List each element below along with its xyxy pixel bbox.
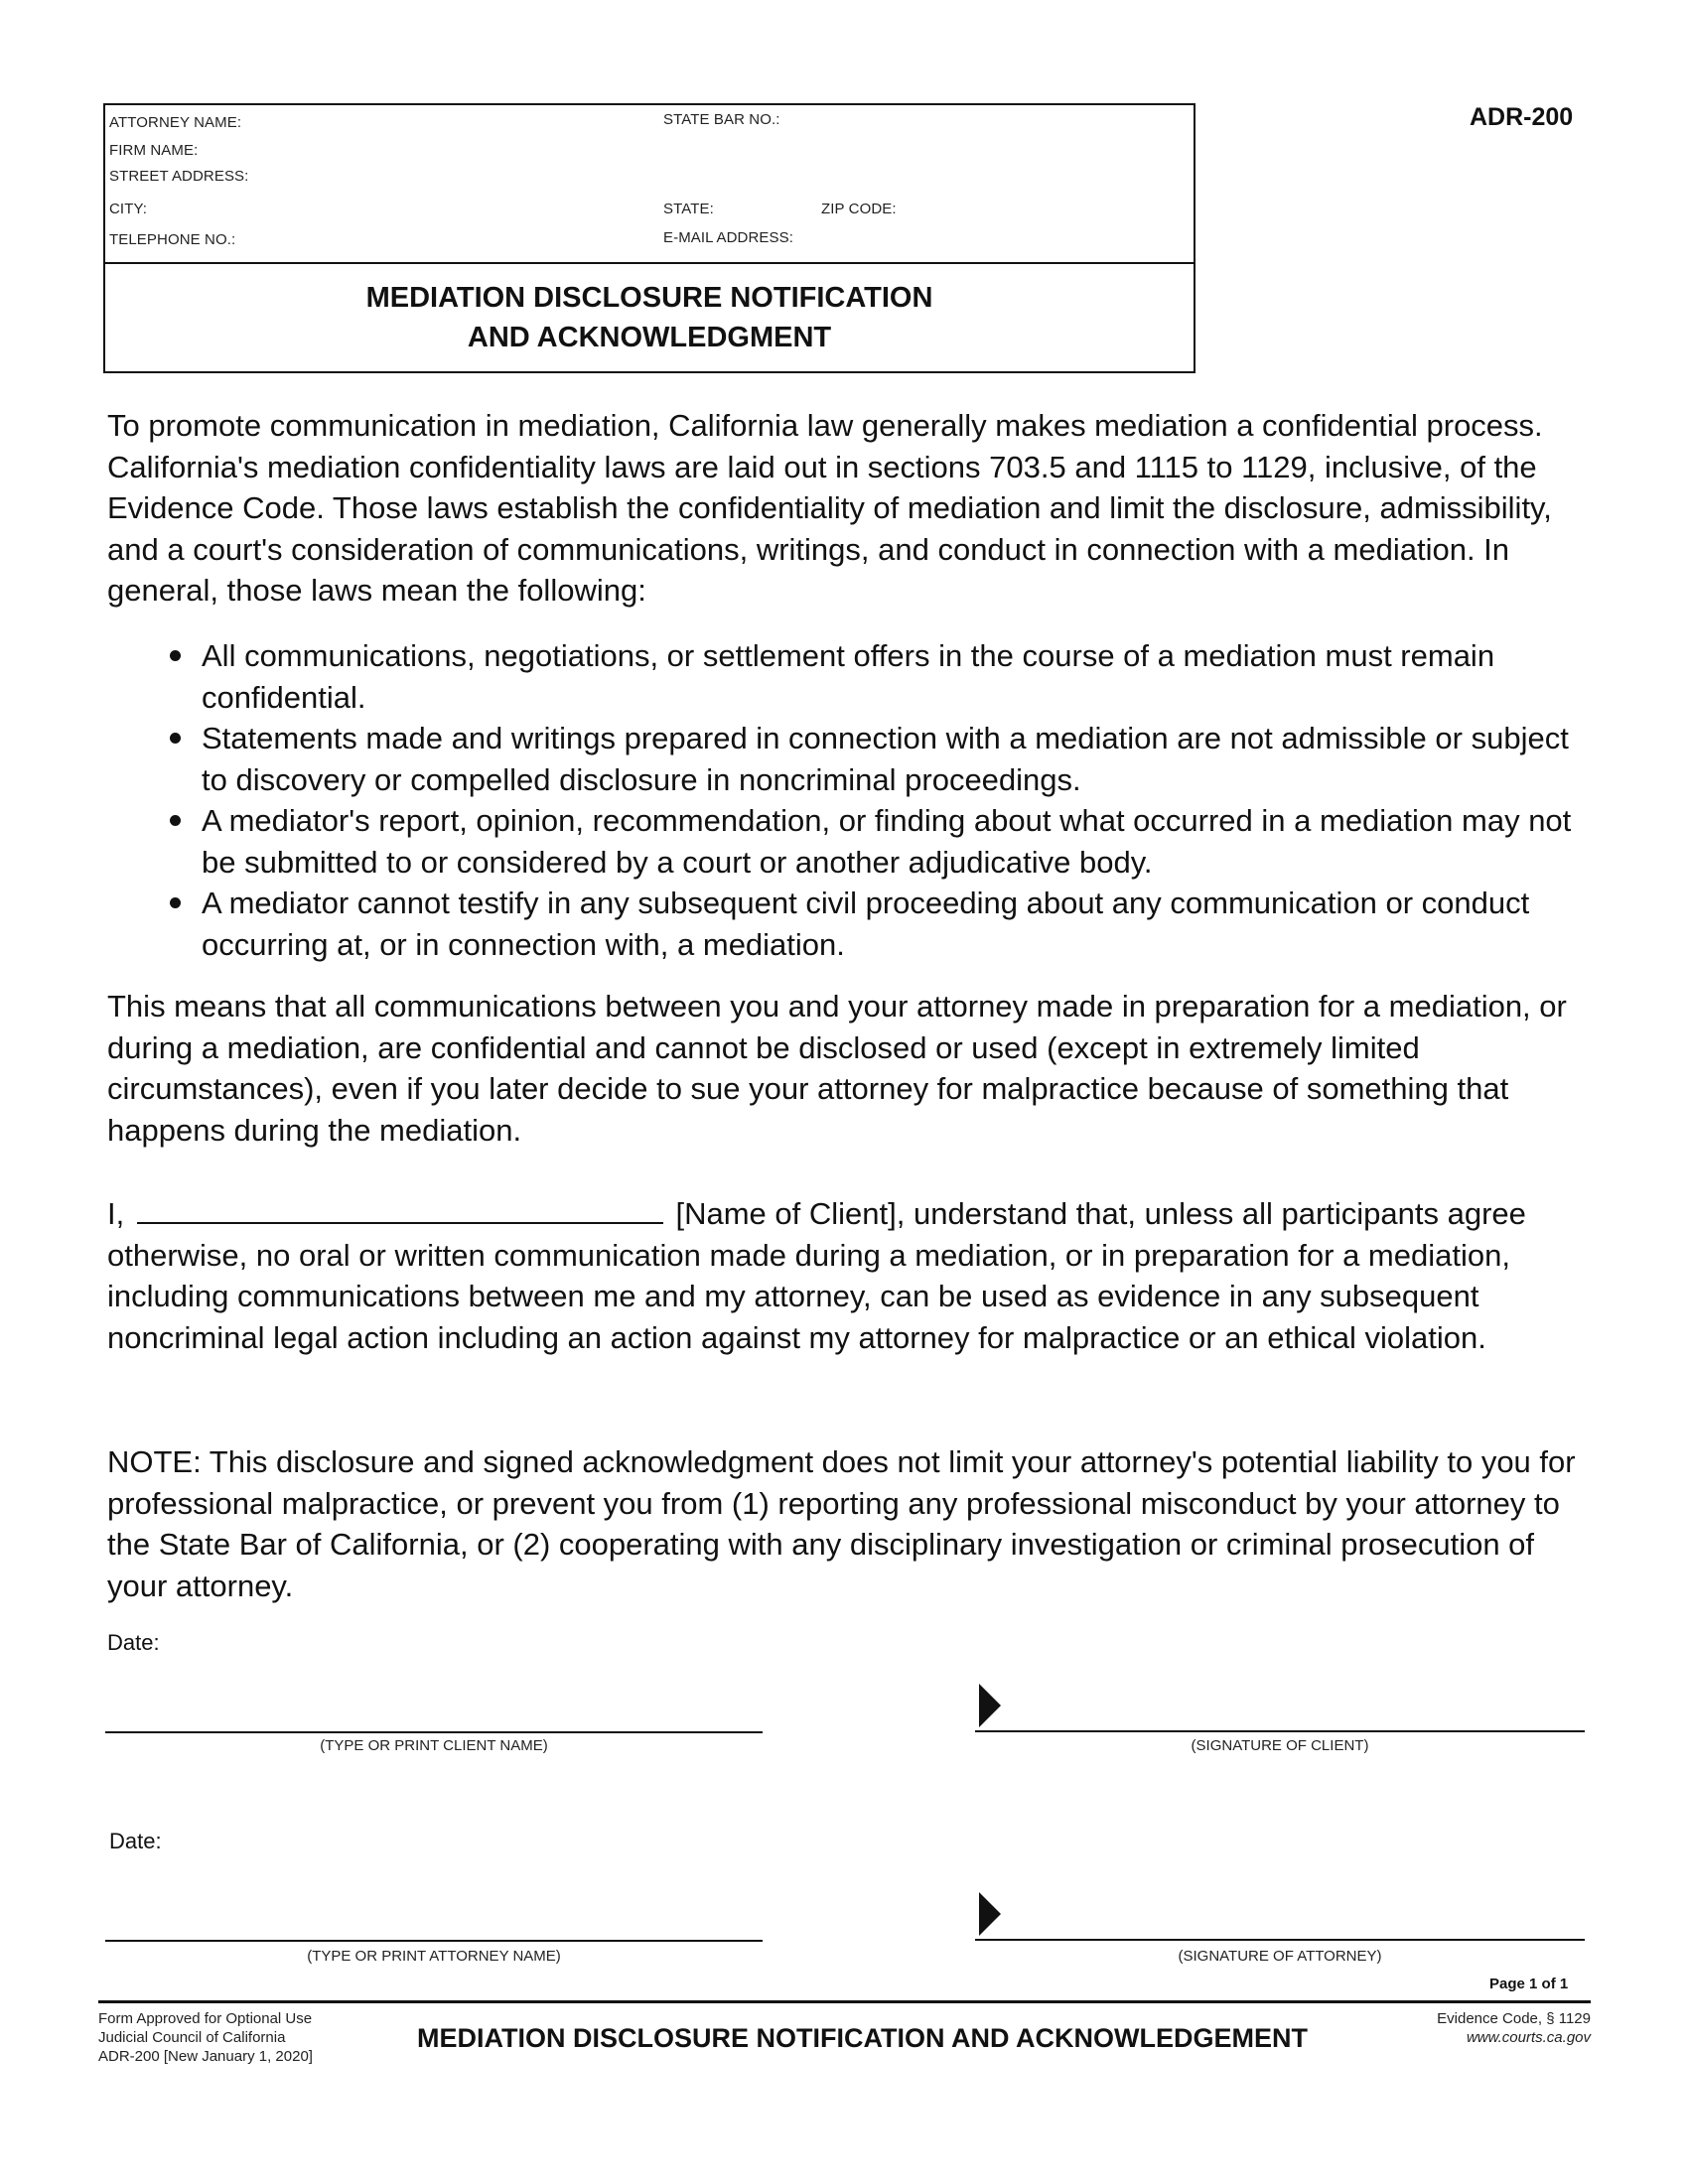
bullet-item: Statements made and writings prepared in connection with a mediation are not admissible or subject to discovery or compelled disclosure in noncriminal proceedings. <box>107 718 1587 800</box>
footer-title: MEDIATION DISCLOSURE NOTIFICATION AND ACKNOWLEDGEMENT <box>417 2023 1308 2053</box>
footer-left-line1: Form Approved for Optional Use <box>98 2010 313 2027</box>
street-address-label: STREET ADDRESS: <box>109 168 249 185</box>
attorney-signature-line[interactable] <box>975 1939 1585 1941</box>
client-date-label: Date: <box>107 1630 160 1655</box>
attorney-date-label: Date: <box>109 1829 162 1853</box>
attorney-name-line[interactable] <box>105 1940 763 1942</box>
ack-prefix: I, <box>107 1196 125 1231</box>
footer-left-line3: ADR-200 [New January 1, 2020] <box>98 2048 313 2065</box>
attorney-name-label: ATTORNEY NAME: <box>109 114 242 131</box>
client-signature-line[interactable] <box>975 1730 1585 1732</box>
state-label: STATE: <box>663 201 714 217</box>
footer-right <box>1291 2009 1591 2047</box>
means-paragraph: This means that all communications between you and your attorney made in preparation for a mediation, or during a mediation, are confidential and cannot be disclosed or used (except in extremely limited circumstances), even if you later decide to sue your attorney for malpractice because of something that happens during the mediation. <box>107 989 1567 1148</box>
header-divider <box>103 262 1196 264</box>
footer-left-line2: Judicial Council of California <box>98 2029 286 2046</box>
form-title-line1: MEDIATION DISCLOSURE NOTIFICATION <box>365 282 933 314</box>
footer-left <box>98 2009 313 2066</box>
form-number: ADR-200 <box>1470 103 1574 131</box>
footer-code-reference: Evidence Code, § 1129 <box>1437 2010 1591 2027</box>
city-label: CITY: <box>109 201 148 217</box>
bullet-icon <box>170 650 181 661</box>
acknowledgment-paragraph <box>107 1193 1587 1358</box>
telephone-label: TELEPHONE NO.: <box>109 231 236 248</box>
bullet-item: A mediator's report, opinion, recommendation, or finding about what occurred in a mediation may not be submitted to or considered by a court or another adjudicative body. <box>107 800 1587 883</box>
attorney-name-caption: (TYPE OR PRINT ATTORNEY NAME) <box>307 1948 561 1965</box>
confidentiality-bullets <box>107 635 1587 965</box>
form-title-line2: AND ACKNOWLEDGMENT <box>467 322 832 353</box>
bullet-item: All communications, negotiations, or settlement offers in the course of a mediation must remain confidential. <box>107 635 1587 718</box>
bullet-icon <box>170 733 181 744</box>
bullet-icon <box>170 815 181 826</box>
state-bar-label: STATE BAR NO.: <box>663 111 780 128</box>
note-paragraph: NOTE: This disclosure and signed acknowledgment does not limit your attorney's potential liability to you for professional malpractice, or prevent you from (1) reporting any professional misconduct by your attorney to the State Bar of California, or (2) cooperating with any disciplinary investigation or criminal prosecution of your attorney. <box>107 1444 1576 1603</box>
zip-code-label: ZIP CODE: <box>821 201 897 217</box>
firm-name-label: FIRM NAME: <box>109 142 199 159</box>
client-signature-caption: (SIGNATURE OF CLIENT) <box>1191 1737 1369 1754</box>
client-signature-arrow-icon <box>979 1684 1001 1727</box>
form-title <box>103 278 1196 357</box>
bullet-item: A mediator cannot testify in any subsequent civil proceeding about any communication or conduct occurring at, or in connection with, a mediation. <box>107 883 1587 965</box>
intro-paragraph: To promote communication in mediation, California law generally makes mediation a confidential process. California's mediation confidentiality laws are laid out in sections 703.5 and 1115 to 1129, inclusive, of the Evidence Code. Those laws establish the confidentiality of mediation and limit the disclosure, admissibility, and a court's consideration of communications, writings, and conduct in connection with a mediation. In general, those laws mean the following: <box>107 408 1552 608</box>
client-name-caption: (TYPE OR PRINT CLIENT NAME) <box>320 1737 548 1754</box>
footer-website-link[interactable]: www.courts.ca.gov <box>1466 2029 1591 2046</box>
footer-rule <box>98 2000 1591 2003</box>
page-number: Page 1 of 1 <box>1489 1976 1569 1992</box>
client-name-blank[interactable] <box>137 1194 663 1224</box>
ack-text: [Name of Client], understand that, unless all participants agree otherwise, no oral or written communication made during a mediation, or in preparation for a mediation, including communications between me and my attorney, can be used as evidence in any subsequent noncriminal legal action including an action against my attorney for malpractice or an ethical violation. <box>107 1196 1526 1355</box>
client-name-line[interactable] <box>105 1731 763 1733</box>
email-label: E-MAIL ADDRESS: <box>663 229 793 246</box>
bullet-icon <box>170 897 181 908</box>
attorney-signature-arrow-icon <box>979 1892 1001 1936</box>
attorney-signature-caption: (SIGNATURE OF ATTORNEY) <box>1178 1948 1382 1965</box>
